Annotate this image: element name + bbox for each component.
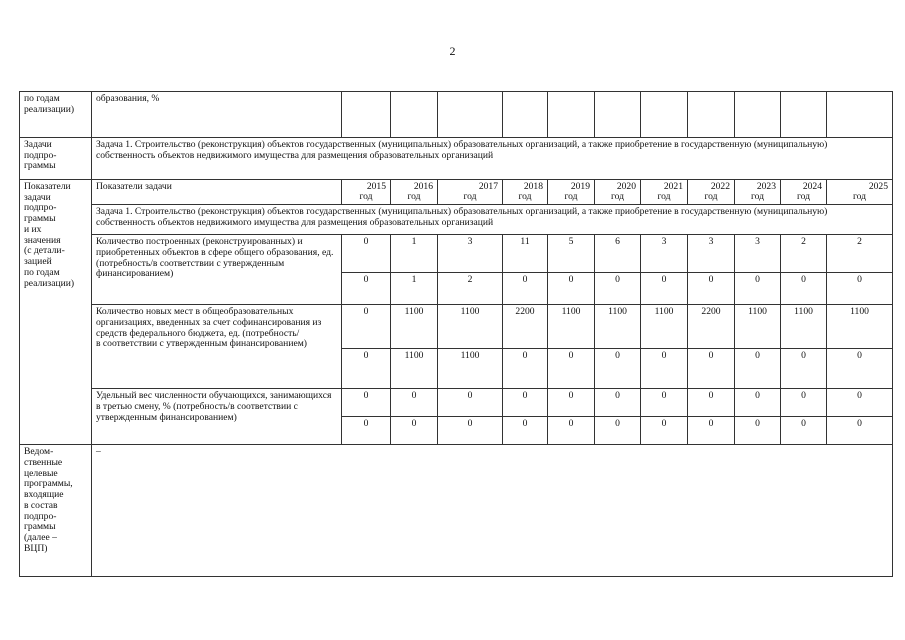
indicator-1-row-1 [20, 235, 893, 273]
indicator-value-cell: 0 [503, 389, 548, 417]
indicator-label-2: Количество новых мест в общеобразовательных организациях, введенных за счет софинансирования из средств федерального бюджета, ед. (потребность/ в соответствии с утвержденным финансированием) [92, 305, 342, 389]
task-text: Задача 1. Строительство (реконструкция) объектов государственных (муниципальных) образовательных организаций, а также приобретение в государственную (муниципальную) собственность объектов недвижимого имущества для размещения образовательных организаций [92, 138, 893, 180]
indicator-value-cell: 3 [641, 235, 688, 273]
year-header-2022 [688, 180, 735, 205]
task-subheader: Задача 1. Строительство (реконструкция) объектов государственных (муниципальных) образовательных организаций, а также приобретение в государственную (муниципальную) собственность объектов недвижимого имущества для размещения образовательных организаций [92, 205, 893, 235]
year-word: год [518, 191, 532, 203]
year-value: 2021 [663, 181, 683, 192]
indicator-value-cell: 0 [595, 417, 641, 445]
indicator-value-cell: 0 [641, 273, 688, 305]
indicator-value-cell: 0 [688, 273, 735, 305]
indicator-value-cell: 5 [548, 235, 595, 273]
indicator-value-cell: 1100 [735, 305, 781, 349]
indicator-value-cell: 0 [391, 389, 438, 417]
indicator-value-cell: 3 [688, 235, 735, 273]
indicator-value-cell: 0 [735, 389, 781, 417]
year-word: год [359, 191, 373, 203]
indicator-value-cell: 2 [438, 273, 503, 305]
row-label-text: по годам реализации) [24, 93, 75, 115]
year-value: 2017 [478, 181, 498, 192]
indicator-value-cell: 0 [342, 389, 391, 417]
row-vcp [20, 445, 893, 577]
indicator-value-cell: 0 [641, 417, 688, 445]
indicator-value-cell: 0 [342, 273, 391, 305]
year-header-2023 [735, 180, 781, 205]
year-value: 2016 [413, 181, 433, 192]
indicator-value-cell: 0 [391, 417, 438, 445]
indicator-value-cell: 0 [735, 417, 781, 445]
table-body [20, 92, 893, 577]
indicators-header: Показатели задачи [92, 180, 342, 205]
year-header-2024 [781, 180, 827, 205]
row-continuation [20, 92, 893, 138]
row-label-text: Задачи подпро- граммы [24, 139, 57, 172]
indicator-value-cell: 0 [688, 389, 735, 417]
indicator-value-cell: 0 [735, 273, 781, 305]
indicator-value-cell: 3 [438, 235, 503, 273]
indicator-value-cell: 0 [503, 273, 548, 305]
year-value: 2022 [710, 181, 730, 192]
row-tasks [20, 138, 893, 180]
indicator-value-cell: 1100 [595, 305, 641, 349]
indicator-value-cell: 0 [595, 273, 641, 305]
indicator-value-cell: 6 [595, 235, 641, 273]
indicator-value-cell: 0 [827, 417, 893, 445]
subprogram-passport-table [19, 91, 893, 577]
indicator-value-cell: 0 [548, 389, 595, 417]
indicator-2-row-1 [20, 305, 893, 349]
indicator-value-cell: 0 [641, 389, 688, 417]
indicator-value-cell: 0 [688, 349, 735, 389]
indicator-value-cell: 1100 [438, 305, 503, 349]
year-value: 2025 [868, 181, 888, 192]
indicator-3-row-1 [20, 389, 893, 417]
year-value: 2019 [570, 181, 590, 192]
year-header-2017 [438, 180, 503, 205]
year-header-2025 [827, 180, 893, 205]
indicator-value-cell: 1 [391, 235, 438, 273]
indicator-value-cell: 1100 [391, 305, 438, 349]
year-header-2019 [548, 180, 595, 205]
year-value: 2024 [802, 181, 822, 192]
indicator-value-cell: 0 [342, 349, 391, 389]
indicator-value-cell: 1100 [781, 305, 827, 349]
year-header-2015 [342, 180, 391, 205]
indicator-value-cell: 1100 [641, 305, 688, 349]
indicator-value-cell: 0 [595, 349, 641, 389]
indicator-value-cell: 1100 [391, 349, 438, 389]
indicator-value-cell: 2200 [688, 305, 735, 349]
row-label-continuation [20, 92, 92, 138]
indicator-value-cell: 0 [735, 349, 781, 389]
year-word: год [704, 191, 718, 203]
indicator-header-row [20, 180, 893, 205]
year-value: 2020 [616, 181, 636, 192]
year-word: год [564, 191, 578, 203]
indicator-value-cell: 0 [342, 305, 391, 349]
task-subheader-row [20, 205, 893, 235]
indicator-value-cell: 0 [342, 417, 391, 445]
indicator-value-cell: 0 [781, 417, 827, 445]
continuation-text: образования, % [92, 92, 342, 138]
indicator-value-cell: 2 [827, 235, 893, 273]
year-word: год [610, 191, 625, 203]
row-label-vcp: Ведом- ственные целевые программы, входящие в состав подпро- граммы (далее – ВЦП) [20, 445, 92, 577]
year-word: год [407, 191, 421, 203]
indicator-value-cell: 11 [503, 235, 548, 273]
indicator-value-cell: 0 [342, 235, 391, 273]
year-word: год [463, 191, 477, 203]
year-value: 2023 [756, 181, 776, 192]
year-word: год [750, 191, 765, 203]
indicator-value-cell: 0 [548, 273, 595, 305]
indicator-value-cell: 3 [735, 235, 781, 273]
row-label-tasks [20, 138, 92, 180]
page-number: 2 [449, 44, 456, 58]
year-word: год [852, 191, 867, 203]
indicator-value-cell: 0 [827, 389, 893, 417]
indicator-value-cell: 0 [438, 417, 503, 445]
indicator-value-cell: 0 [827, 349, 893, 389]
indicator-value-cell: 0 [548, 349, 595, 389]
vcp-text: – [92, 445, 893, 577]
indicator-value-cell: 2200 [503, 305, 548, 349]
indicator-value-cell: 1100 [438, 349, 503, 389]
indicator-value-cell: 0 [641, 349, 688, 389]
indicator-value-cell: 0 [438, 389, 503, 417]
indicator-value-cell: 0 [827, 273, 893, 305]
indicator-value-cell: 2 [781, 235, 827, 273]
indicator-value-cell: 1100 [548, 305, 595, 349]
row-label-indicators [20, 180, 92, 445]
indicator-value-cell: 1100 [827, 305, 893, 349]
indicator-value-cell: 0 [548, 417, 595, 445]
year-value: 2015 [366, 181, 386, 192]
indicator-value-cell: 0 [595, 389, 641, 417]
indicator-value-cell: 0 [781, 389, 827, 417]
year-header-2018 [503, 180, 548, 205]
indicator-label-1: Количество построенных (реконструированных) и приобретенных объектов в сфере общего образования, ед. (потребность/в соответствии с утвержденным финансированием) [92, 235, 342, 305]
indicator-label-3: Удельный вес численности обучающихся, занимающихся в третью смену, % (потребность/в соответствии с утвержденным финансированием) [92, 389, 342, 445]
indicator-value-cell: 0 [781, 349, 827, 389]
year-header-2020 [595, 180, 641, 205]
indicator-value-cell: 0 [781, 273, 827, 305]
row-label-text: Показатели задачи подпро- граммы и их значения (с детали- зацией по годам реализации) [24, 181, 75, 289]
year-value: 2018 [523, 181, 543, 192]
year-header-2021 [641, 180, 688, 205]
year-word: год [796, 191, 811, 203]
indicator-value-cell: 0 [503, 417, 548, 445]
indicator-value-cell: 1 [391, 273, 438, 305]
year-word: год [657, 191, 671, 203]
indicator-value-cell: 0 [688, 417, 735, 445]
indicator-value-cell: 0 [503, 349, 548, 389]
year-header-2016 [391, 180, 438, 205]
